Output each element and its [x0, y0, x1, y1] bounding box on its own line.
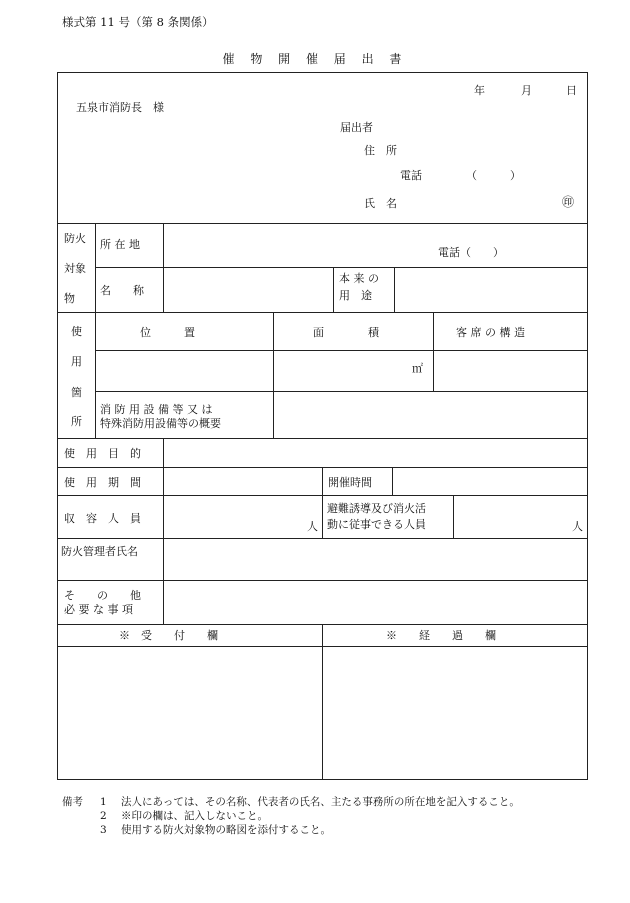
equipment-label-1: 消 防 用 設 備 等 又 は — [100, 403, 213, 416]
location-label: 所 在 地 — [100, 238, 140, 251]
other-label-2: 必 要 な 事 項 — [64, 603, 133, 616]
rule — [163, 438, 164, 624]
note-text: 使用する防火対象物の略図を添付すること。 — [121, 824, 331, 836]
fire-object-label-3: 物 — [64, 292, 75, 305]
purpose-label-2: 用 途 — [339, 289, 372, 302]
rule — [57, 538, 588, 539]
rule — [57, 223, 588, 224]
form-title: 催 物 開 催 届 出 書 — [222, 52, 408, 66]
evac-label-2: 動に従事できる人員 — [327, 518, 426, 531]
usage-label-3: 箇 — [71, 386, 82, 399]
area-label: 面 積 — [313, 326, 379, 339]
period-of-use-label: 使 用 期 間 — [64, 476, 141, 489]
applicant-phone-label: 電話 — [400, 169, 422, 182]
rule — [95, 391, 588, 392]
applicant-heading: 届出者 — [340, 121, 373, 134]
date-month: 月 — [521, 84, 532, 97]
evac-unit: 人 — [572, 520, 583, 533]
rule — [433, 312, 434, 391]
seating-label: 客 席 の 構 造 — [456, 326, 525, 339]
rule — [453, 495, 454, 538]
capacity-label: 収 容 人 員 — [64, 512, 141, 525]
note-text: ※印の欄は、記入しないこと。 — [121, 810, 268, 822]
usage-label-1: 使 — [71, 325, 82, 338]
note-number: 2 — [100, 810, 107, 822]
date-day: 日 — [566, 84, 577, 97]
rule — [57, 312, 588, 313]
note-text: 法人にあっては、その名称、代表者の氏名、主たる事務所の所在地を記入すること。 — [121, 796, 520, 808]
addressee: 五泉市消防長 様 — [76, 101, 164, 114]
seal-mark: ㊞ — [562, 195, 575, 209]
evac-label-1: 避難誘導及び消火活 — [327, 502, 426, 515]
rule — [95, 267, 588, 268]
rule — [57, 438, 588, 439]
rule — [57, 580, 588, 581]
rule — [95, 223, 96, 438]
purpose-of-use-label: 使 用 目 的 — [64, 447, 141, 460]
progress-label: ※ 経 過 欄 — [386, 629, 496, 642]
fire-object-label-2: 対象 — [64, 262, 86, 275]
rule — [392, 467, 393, 495]
applicant-phone-paren: （ ） — [466, 169, 521, 182]
rule — [333, 267, 334, 312]
reception-label: ※ 受 付 欄 — [119, 629, 218, 642]
usage-label-4: 所 — [71, 415, 82, 428]
usage-label-2: 用 — [71, 355, 82, 368]
other-label-1: そ の 他 — [64, 589, 141, 602]
applicant-address-label: 住 所 — [364, 144, 397, 157]
note-number: 3 — [100, 824, 107, 836]
rule — [394, 267, 395, 312]
form-number: 様式第 11 号（第 8 条関係） — [62, 15, 214, 29]
purpose-label-1: 本 来 の — [339, 272, 379, 285]
rule — [95, 350, 588, 351]
rule — [163, 223, 164, 312]
rule — [273, 312, 274, 438]
date-year: 年 — [474, 84, 485, 97]
fire-object-phone: 電話（ ） — [438, 246, 504, 259]
hours-label: 開催時間 — [328, 476, 372, 489]
applicant-name-label: 氏 名 — [364, 197, 397, 210]
equipment-label-2: 特殊消防用設備等の概要 — [100, 417, 221, 430]
notes-heading: 備考 — [62, 796, 83, 808]
fire-object-label-1: 防火 — [64, 232, 86, 245]
area-unit: ㎡ — [412, 362, 423, 375]
name-label: 名 称 — [100, 284, 144, 297]
fire-manager-label: 防火管理者氏名 — [61, 545, 138, 558]
rule — [322, 624, 323, 780]
capacity-unit: 人 — [307, 520, 318, 533]
note-number: 1 — [100, 796, 107, 808]
rule — [322, 467, 323, 538]
position-label: 位 置 — [140, 326, 195, 339]
